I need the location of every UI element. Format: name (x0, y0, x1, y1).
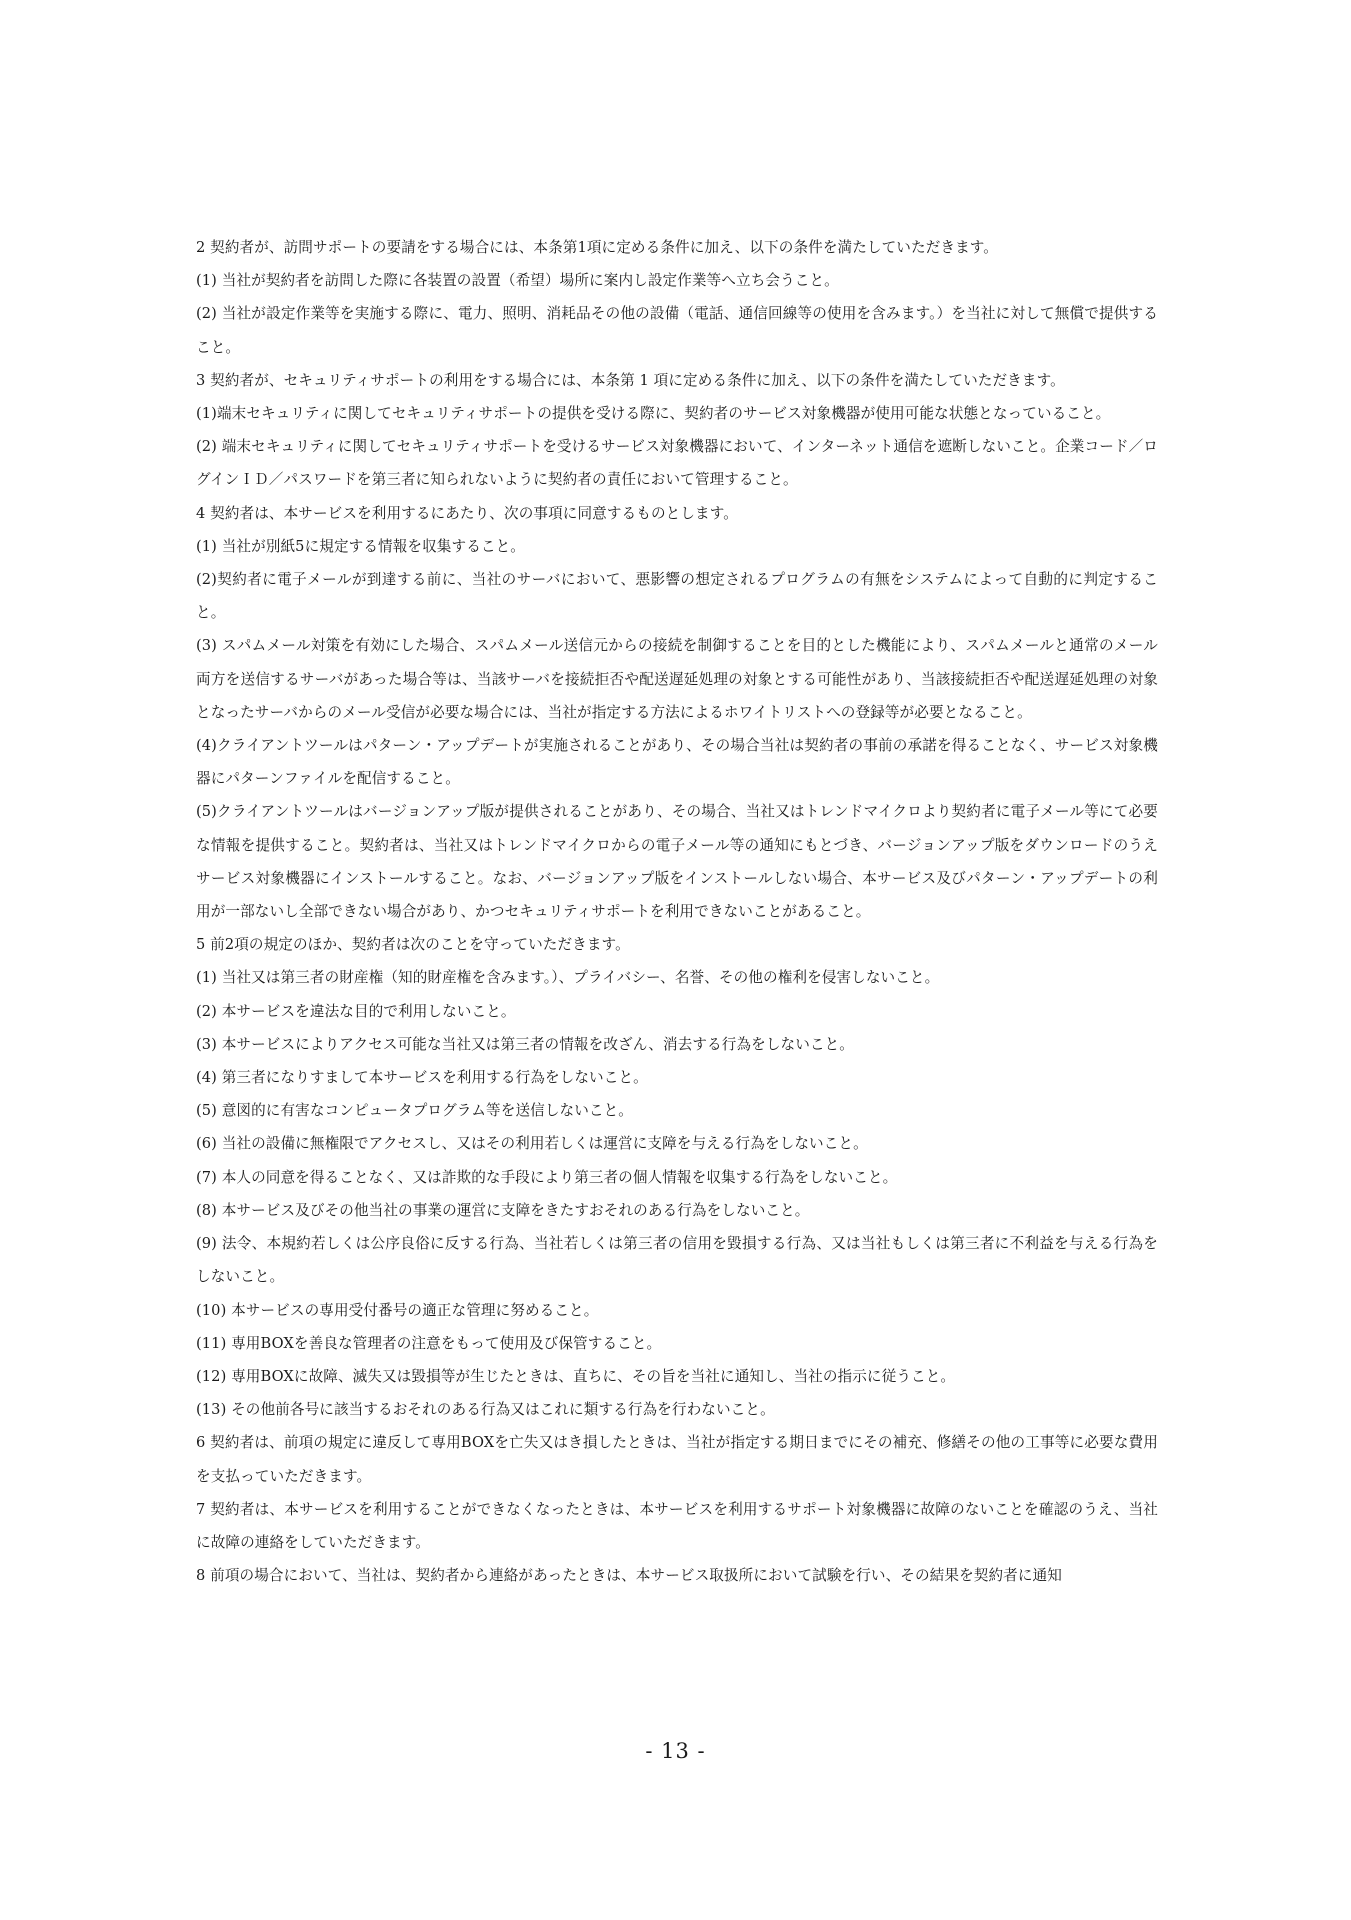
paragraph: 5 前2項の規定のほか、契約者は次のことを守っていただきます。 (196, 936, 630, 954)
paragraph: (2) 当社が設定作業等を実施する際に、電力、照明、消耗品その他の設備（電話、通信回線等の使用を含みます。）を当社に対して無償で提供すること。 (196, 305, 1158, 356)
paragraph: (1) 当社又は第三者の財産権（知的財産権を含みます。）、プライバシー、名誉、その他の権利を侵害しないこと。 (196, 969, 940, 987)
paragraph: (8) 本サービス及びその他当社の事業の運営に支障をきたすおそれのある行為をしないこと。 (196, 1201, 810, 1219)
paragraph: (4)クライアントツールはパターン・アップデートが実施されることがあり、その場合当社は契約者の事前の承諾を得ることなく、サービス対象機器にパターンファイルを配信すること。 (196, 737, 1158, 788)
paragraph: 8 前項の場合において、当社は、契約者から連絡があったときは、本サービス取扱所において試験を行い、その結果を契約者に通知 (196, 1567, 1062, 1585)
paragraph: (5) 意図的に有害なコンピュータプログラム等を送信しないこと。 (196, 1102, 633, 1120)
paragraph: (2) 端末セキュリティに関してセキュリティサポートを受けるサービス対象機器において、インターネット通信を遮断しないこと。企業コード／ログインＩＤ／パスワードを第三者に知られないように契約者の責任において管理すること。 (196, 438, 1158, 489)
paragraph: (1) 当社が契約者を訪問した際に各装置の設置（希望）場所に案内し設定作業等へ立ち会うこと。 (196, 272, 839, 290)
paragraph: (5)クライアントツールはバージョンアップ版が提供されることがあり、その場合、当社又はトレンドマイクロより契約者に電子メール等にて必要な情報を提供すること。契約者は、当社又はトレンドマイクロからの電子メール等の通知にもとづき、バージョンアップ版をダウンロードのうえサービス対象機器にインストールすること。なお、バージョンアップ版をインストールしない場合、本サービス及びパターン・アップデートの利用が一部ないし全部できない場合があり、かつセキュリティサポートを利用できないことがあること。 (196, 803, 1158, 921)
paragraph: (4) 第三者になりすまして本サービスを利用する行為をしないこと。 (196, 1069, 648, 1087)
paragraph: (9) 法令、本規約若しくは公序良俗に反する行為、当社若しくは第三者の信用を毀損する行為、又は当社もしくは第三者に不利益を与える行為をしないこと。 (196, 1235, 1158, 1286)
paragraph: (12) 専用BOXに故障、滅失又は毀損等が生じたときは、直ちに、その旨を当社に通知し、当社の指示に従うこと。 (196, 1367, 956, 1385)
paragraph: (3) スパムメール対策を有効にした場合、スパムメール送信元からの接続を制御することを目的とした機能により、スパムメールと通常のメール両方を送信するサーバがあった場合等は、当該サーバを接続拒否や配送遅延処理の対象とする可能性があり、当該接続拒否や配送遅延処理の対象となったサーバからのメール受信が必要な場合には、当社が指定する方法によるホワイトリストへの登録等が必要となること。 (196, 637, 1158, 721)
paragraph: (13) その他前各号に該当するおそれのある行為又はこれに類する行為を行わないこと。 (196, 1401, 775, 1419)
paragraph: (1)端末セキュリティに関してセキュリティサポートの提供を受ける際に、契約者のサービス対象機器が使用可能な状態となっていること。 (196, 405, 1111, 423)
page-number: - 13 - (645, 1739, 706, 1763)
paragraph: (2)契約者に電子メールが到達する前に、当社のサーバにおいて、悪影響の想定されるプログラムの有無をシステムによって自動的に判定すること。 (196, 571, 1158, 622)
paragraph: (11) 専用BOXを善良な管理者の注意をもって使用及び保管すること。 (196, 1334, 662, 1352)
body-text (196, 231, 1158, 1592)
paragraph: 3 契約者が、セキュリティサポートの利用をする場合には、本条第 1 項に定める条件に加え、以下の条件を満たしていただきます。 (196, 371, 1065, 389)
paragraph: (1) 当社が別紙5に規定する情報を収集すること。 (196, 537, 525, 555)
paragraph: 7 契約者は、本サービスを利用することができなくなったときは、本サービスを利用するサポート対象機器に故障のないことを確認のうえ、当社に故障の連絡をしていただきます。 (196, 1500, 1158, 1551)
paragraph: 4 契約者は、本サービスを利用するにあたり、次の事項に同意するものとします。 (196, 504, 738, 522)
paragraph: (3) 本サービスによりアクセス可能な当社又は第三者の情報を改ざん、消去する行為をしないこと。 (196, 1035, 854, 1053)
paragraph: (7) 本人の同意を得ることなく、又は詐欺的な手段により第三者の個人情報を収集する行為をしないこと。 (196, 1168, 898, 1186)
paragraph: (2) 本サービスを違法な目的で利用しないこと。 (196, 1002, 516, 1020)
paragraph: 2 契約者が、訪問サポートの要請をする場合には、本条第1項に定める条件に加え、以下の条件を満たしていただきます。 (196, 239, 998, 256)
paragraph: (10) 本サービスの専用受付番号の適正な管理に努めること。 (196, 1301, 599, 1319)
paragraph: (6) 当社の設備に無権限でアクセスし、又はその利用若しくは運営に支障を与える行為をしないこと。 (196, 1135, 868, 1153)
paragraph: 6 契約者は、前項の規定に違反して専用BOXを亡失又はき損したときは、当社が指定する期日までにその補充、修繕その他の工事等に必要な費用を支払っていただきます。 (196, 1434, 1158, 1485)
